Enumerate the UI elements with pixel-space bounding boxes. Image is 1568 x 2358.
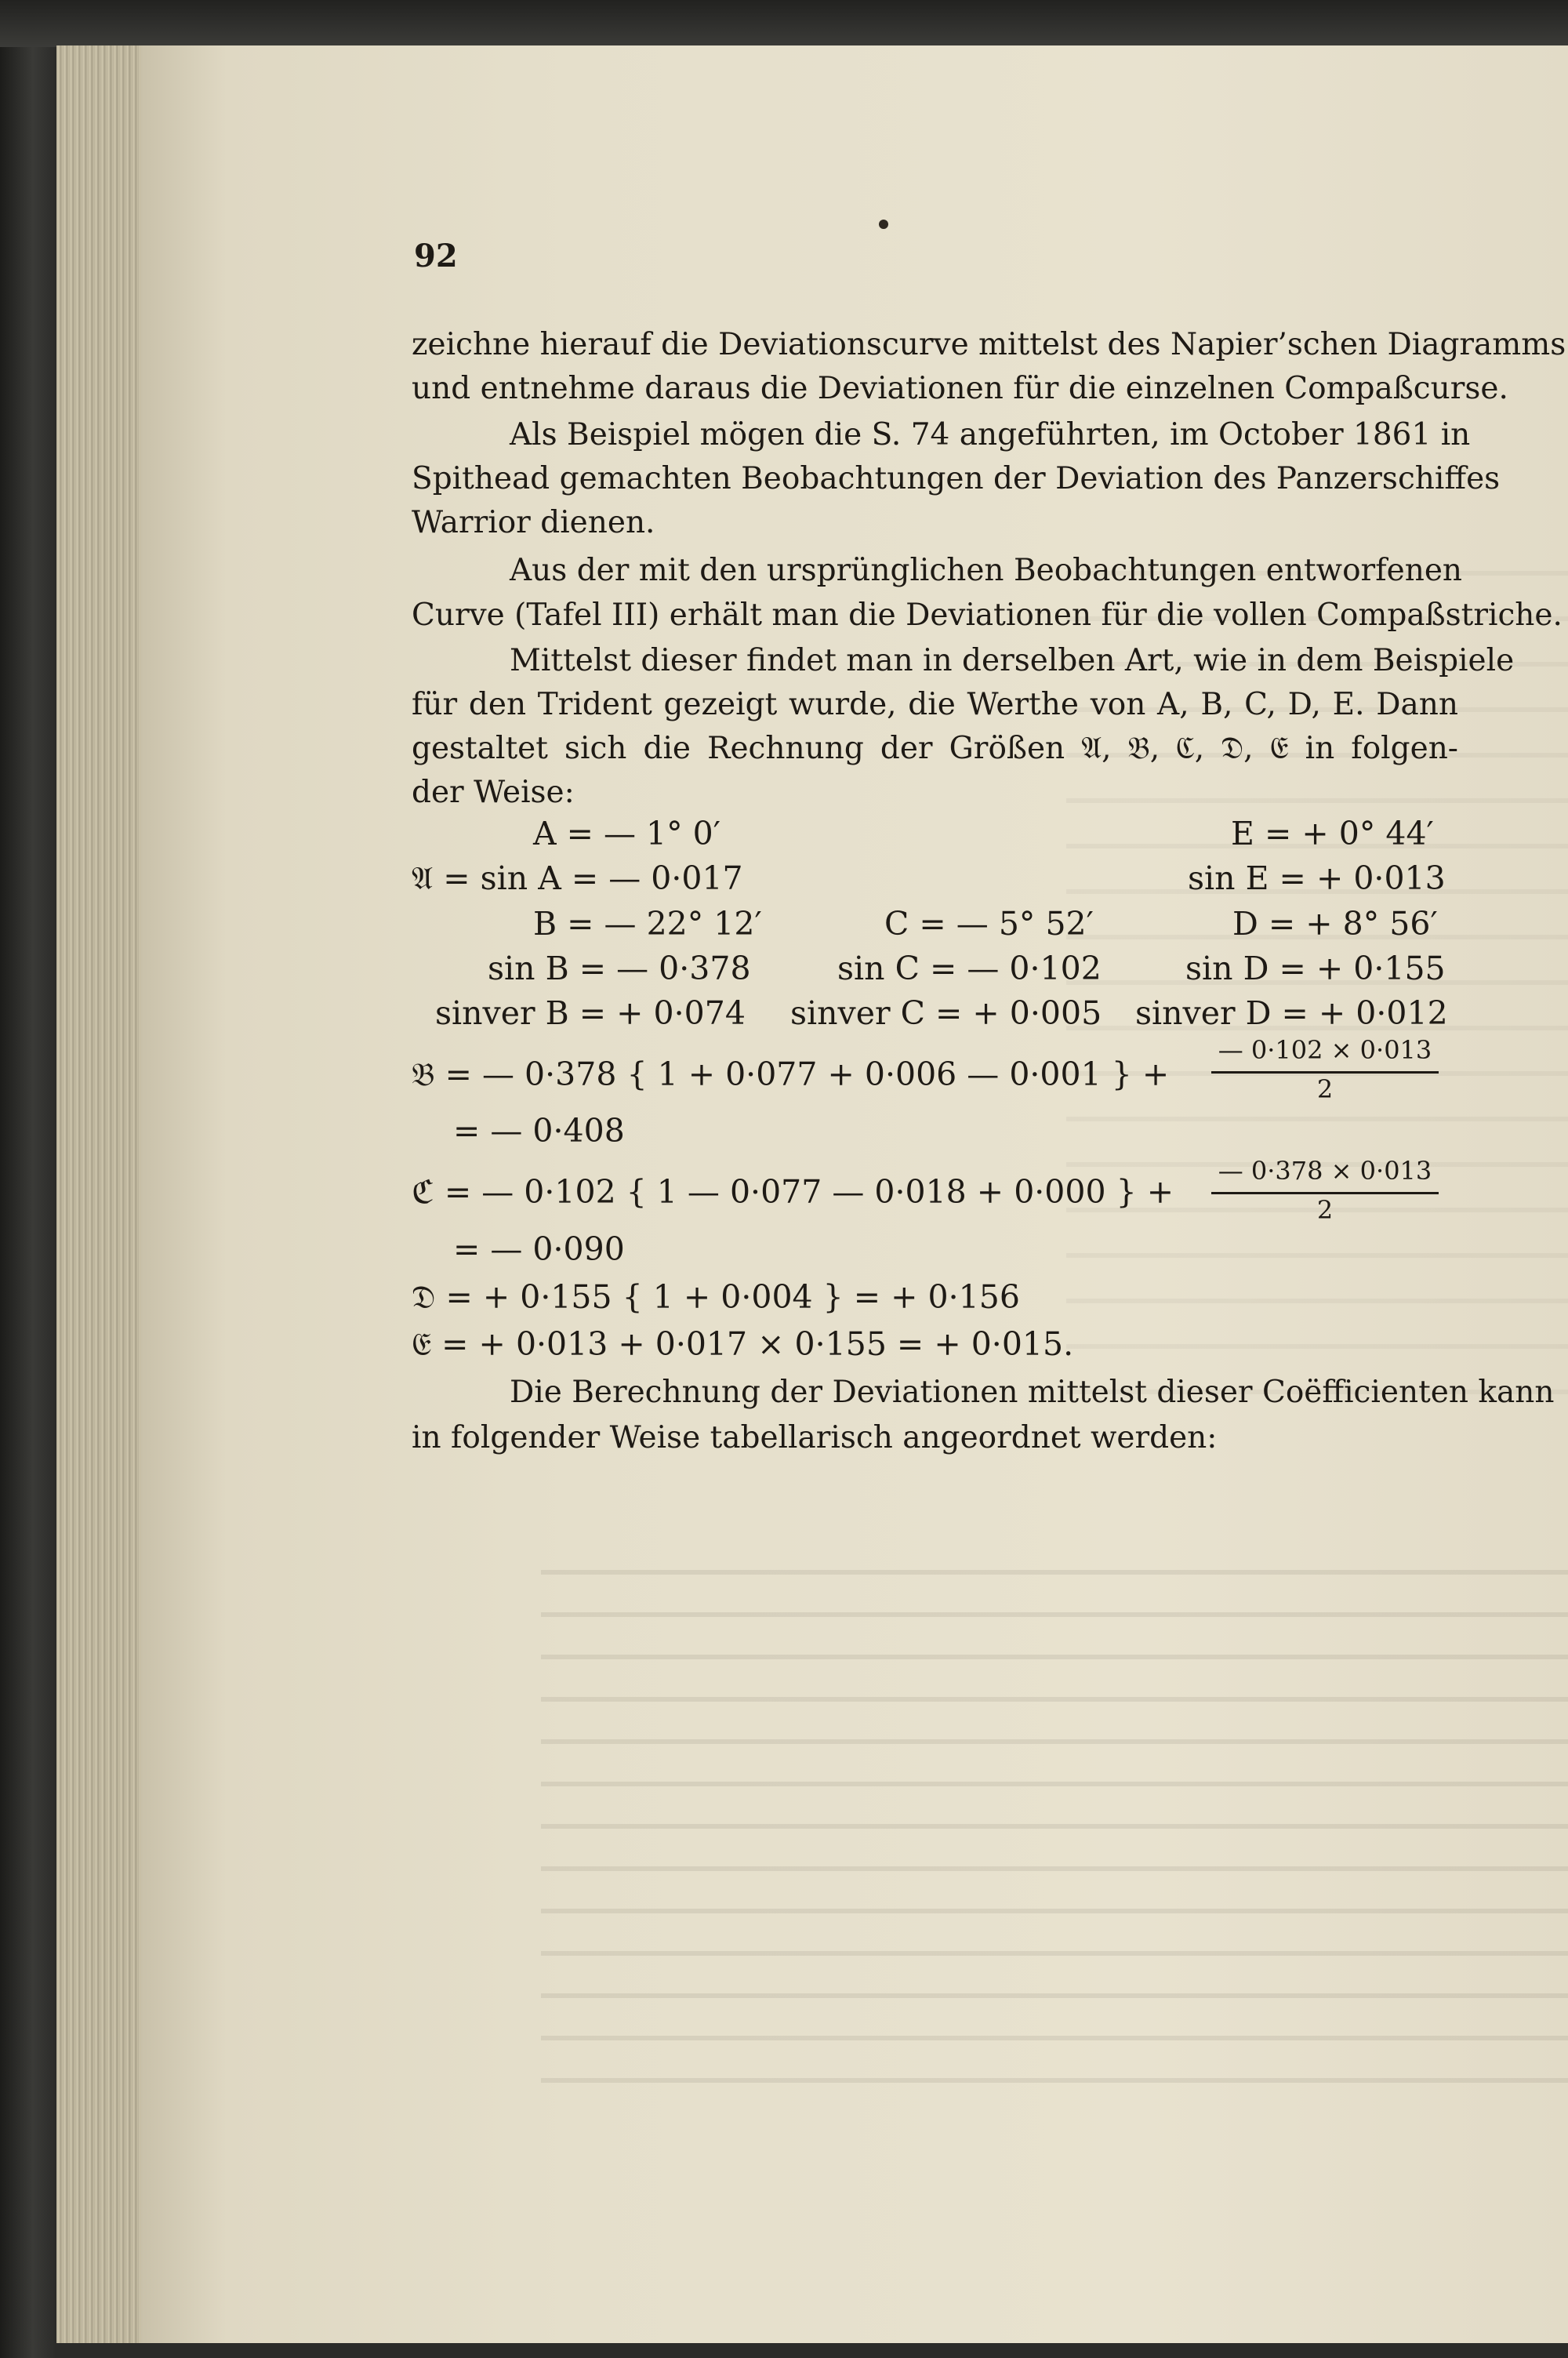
fraction-numerator: — 0·378 × 0·013 <box>1218 1156 1432 1186</box>
value-sinC: sin C = — 0·102 <box>837 950 1102 987</box>
book-cover-left <box>0 0 55 2358</box>
equation-frak-B: 𝔅 = — 0·378 { 1 + 0·077 + 0·006 — 0·001 } + <box>412 1055 1170 1093</box>
text-line: Als Beispiel mögen die S. 74 angeführten, im October 1861 in <box>510 417 1471 452</box>
text-line: für den Trident gezeigt wurde, die Werthe von A, B, C, D, E. Dann <box>412 687 1458 722</box>
fraction-denominator: 2 <box>1316 1195 1334 1225</box>
page-number: 92 <box>414 238 458 274</box>
equation-frak-D: 𝔇 = + 0·155 { 1 + 0·004 } = + 0·156 <box>412 1278 1020 1316</box>
fraction-bar <box>1211 1071 1439 1074</box>
equation-frak-C: ℭ = — 0·102 { 1 — 0·077 — 0·018 + 0·000 } + <box>412 1173 1174 1211</box>
value-sinD: sin D = + 0·155 <box>1185 950 1446 987</box>
value-sinE: sin E = + 0·013 <box>1188 859 1446 897</box>
equation-result: = — 0·408 <box>453 1112 625 1150</box>
value-A: A = — 1° 0′ <box>533 815 721 852</box>
value-frak-A: 𝔄 = sin A = — 0·017 <box>412 859 743 897</box>
value-D: D = + 8° 56′ <box>1232 905 1438 943</box>
equation-frak-E: 𝔈 = + 0·013 + 0·017 × 0·155 = + 0·015. <box>412 1325 1074 1363</box>
value-C: C = — 5° 52′ <box>884 905 1094 943</box>
bleed-through-footnote <box>541 1551 1568 2116</box>
text-line: Mittelst dieser findet man in derselben Art, wie in dem Beispiele <box>510 643 1515 678</box>
text-line: gestaltet sich die Rechnung der Größen 𝔄, 𝔅, ℭ, 𝔇, 𝔈 in folgen- <box>412 731 1458 766</box>
text-line: Spithead gemachten Beobachtungen der Deviation des Panzerschiffes <box>412 461 1501 496</box>
value-B: B = — 22° 12′ <box>533 905 762 943</box>
book-cover-top <box>0 0 1568 47</box>
fraction-bar <box>1211 1192 1439 1194</box>
value-E: E = + 0° 44′ <box>1231 815 1434 852</box>
text-line: zeichne hierauf die Deviationscurve mittelst des Napier’schen Diagramms <box>412 327 1566 362</box>
value-sinverC: sinver C = + 0·005 <box>790 994 1102 1032</box>
fraction-numerator: — 0·102 × 0·013 <box>1218 1035 1432 1065</box>
fraction-denominator: 2 <box>1316 1074 1334 1104</box>
text-line: in folgender Weise tabellarisch angeordnet werden: <box>412 1420 1218 1455</box>
value-sinverB: sinver B = + 0·074 <box>435 994 746 1032</box>
text-line: Die Berechnung der Deviationen mittelst dieser Coëfficienten kann <box>510 1375 1555 1410</box>
text-line: und entnehme daraus die Deviationen für die einzelnen Compaßcurse. <box>412 371 1508 406</box>
text-line: Curve (Tafel III) erhält man die Deviationen für die vollen Compaßstriche. <box>412 598 1563 633</box>
value-sinB: sin B = — 0·378 <box>488 950 751 987</box>
text-line: Warrior dienen. <box>412 505 655 540</box>
ink-dot <box>879 220 888 229</box>
value-sinverD: sinver D = + 0·012 <box>1135 994 1448 1032</box>
text-line: Aus der mit den ursprünglichen Beobachtungen entworfenen <box>510 553 1463 588</box>
text-line: der Weise: <box>412 775 575 810</box>
equation-result: = — 0·090 <box>453 1230 625 1268</box>
